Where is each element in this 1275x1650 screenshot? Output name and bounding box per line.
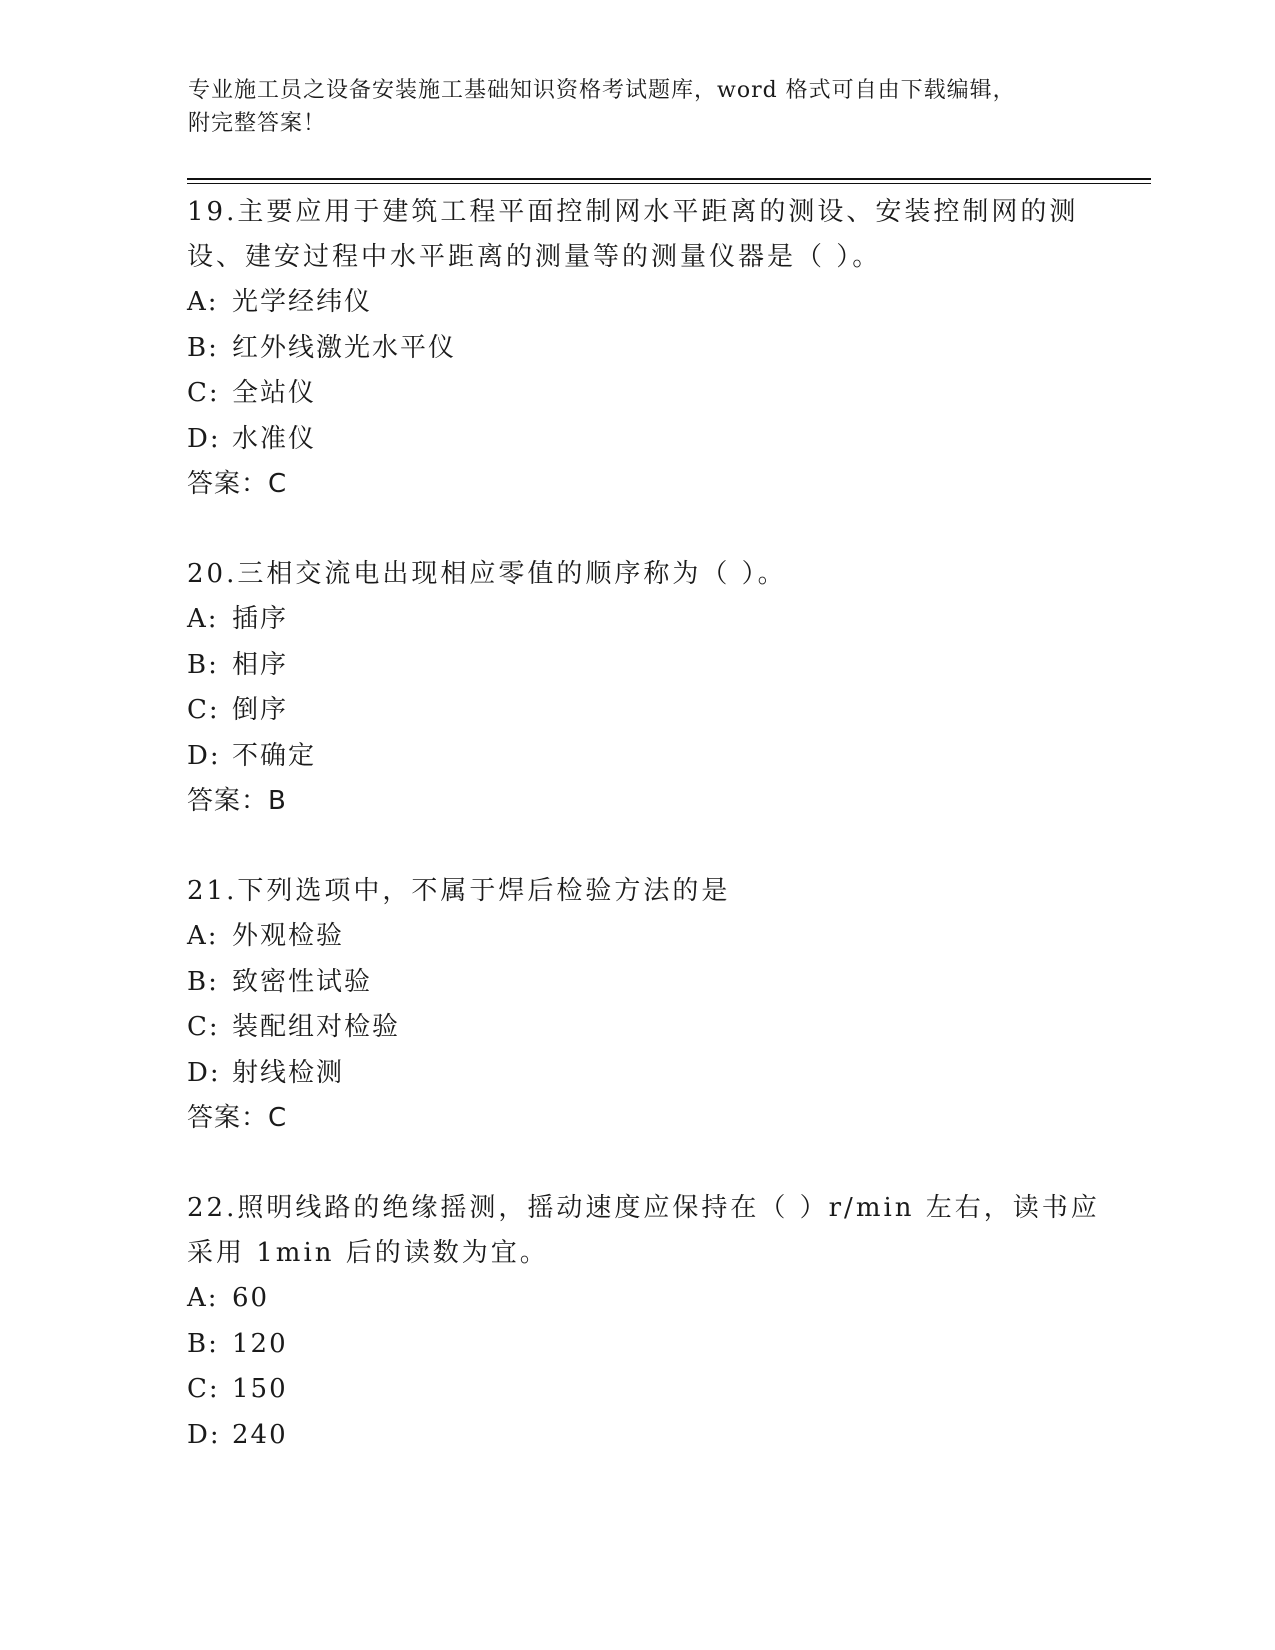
question-number: 19. [187, 197, 238, 227]
option-text: 60 [232, 1283, 270, 1313]
option-text: 150 [232, 1374, 288, 1404]
option-text: 光学经纬仪 [232, 287, 373, 317]
option-d [187, 734, 1087, 780]
option-a [187, 280, 1087, 326]
answer-line [187, 462, 1087, 507]
option-key: B: [187, 332, 219, 363]
question-text [187, 552, 1087, 597]
question-text-line-2: 设、建安过程中水平距离的测量等的测量仪器是（ ）。 [187, 242, 882, 272]
option-text: 致密性试验 [232, 966, 373, 997]
question-text-line-2: 采用 1min 后的读数为宜。 [187, 1238, 549, 1268]
option-key: A: [187, 1283, 219, 1313]
question-text [187, 869, 1087, 914]
option-c [187, 1367, 1087, 1413]
header-line-1: 专业施工员之设备安装施工基础知识资格考试题库，word 格式可自由下载编辑， [188, 78, 1016, 103]
option-key: B: [187, 966, 219, 997]
option-key: A: [187, 604, 219, 634]
question-list [187, 190, 1100, 1458]
option-text: 相序 [232, 649, 289, 680]
option-text: 水准仪 [232, 423, 317, 454]
option-c [187, 371, 1087, 417]
question-22 [187, 1186, 1100, 1458]
option-key: C: [187, 378, 220, 408]
answer-line [187, 1096, 1087, 1141]
option-text: 全站仪 [232, 378, 317, 408]
document-header [188, 74, 1068, 140]
option-key: A: [187, 287, 219, 317]
question-text-line-1: 主要应用于建筑工程平面控制网水平距离的测设、安装控制网的测 [237, 197, 1079, 227]
option-key: B: [187, 1328, 219, 1359]
option-c [187, 688, 1087, 734]
answer-label: 答案： [187, 786, 269, 816]
question-text [187, 190, 1087, 280]
option-text: 不确定 [232, 740, 317, 771]
option-text: 120 [232, 1328, 288, 1359]
header-divider-thin [187, 183, 1151, 184]
question-text-line-1: 照明线路的绝缘摇测，摇动速度应保持在（ ）r/min 左右，读书应 [237, 1193, 1100, 1223]
option-text: 插序 [232, 604, 289, 634]
option-b [187, 643, 1087, 689]
answer-value: C [268, 469, 288, 499]
question-number: 21. [187, 876, 238, 906]
option-key: A: [187, 921, 219, 951]
answer-value: B [268, 786, 287, 816]
question-number: 20. [187, 559, 238, 589]
option-c [187, 1005, 1087, 1051]
option-key: C: [187, 1012, 220, 1042]
option-key: D: [187, 1419, 221, 1450]
question-text [187, 1186, 1100, 1276]
option-text: 红外线激光水平仪 [232, 332, 457, 363]
header-line-2: 附完整答案！ [188, 111, 327, 136]
option-key: B: [187, 649, 219, 680]
option-text: 倒序 [232, 695, 289, 725]
question-number: 22. [187, 1193, 238, 1223]
option-text: 240 [232, 1419, 288, 1450]
answer-line [187, 779, 1087, 824]
question-20 [187, 552, 1087, 824]
option-b [187, 326, 1087, 372]
option-text: 装配组对检验 [232, 1012, 401, 1042]
question-21 [187, 869, 1087, 1141]
option-key: D: [187, 740, 221, 771]
header-divider-thick [187, 178, 1151, 180]
option-text: 外观检验 [232, 921, 345, 951]
option-text: 射线检测 [232, 1057, 345, 1088]
answer-value: C [268, 1103, 288, 1133]
option-a [187, 1276, 1087, 1322]
option-a [187, 914, 1087, 960]
question-19 [187, 190, 1087, 507]
option-b [187, 960, 1087, 1006]
option-key: C: [187, 1374, 220, 1404]
option-key: D: [187, 423, 221, 454]
option-key: C: [187, 695, 220, 725]
question-text-line-1: 三相交流电出现相应零值的顺序称为（ ）。 [237, 559, 787, 589]
option-d [187, 1413, 1087, 1459]
answer-label: 答案： [187, 469, 269, 499]
option-key: D: [187, 1057, 221, 1088]
answer-label: 答案： [187, 1103, 269, 1133]
option-b [187, 1322, 1087, 1368]
question-text-line-1: 下列选项中，不属于焊后检验方法的是 [237, 876, 731, 906]
option-a [187, 597, 1087, 643]
option-d [187, 417, 1087, 463]
option-d [187, 1051, 1087, 1097]
